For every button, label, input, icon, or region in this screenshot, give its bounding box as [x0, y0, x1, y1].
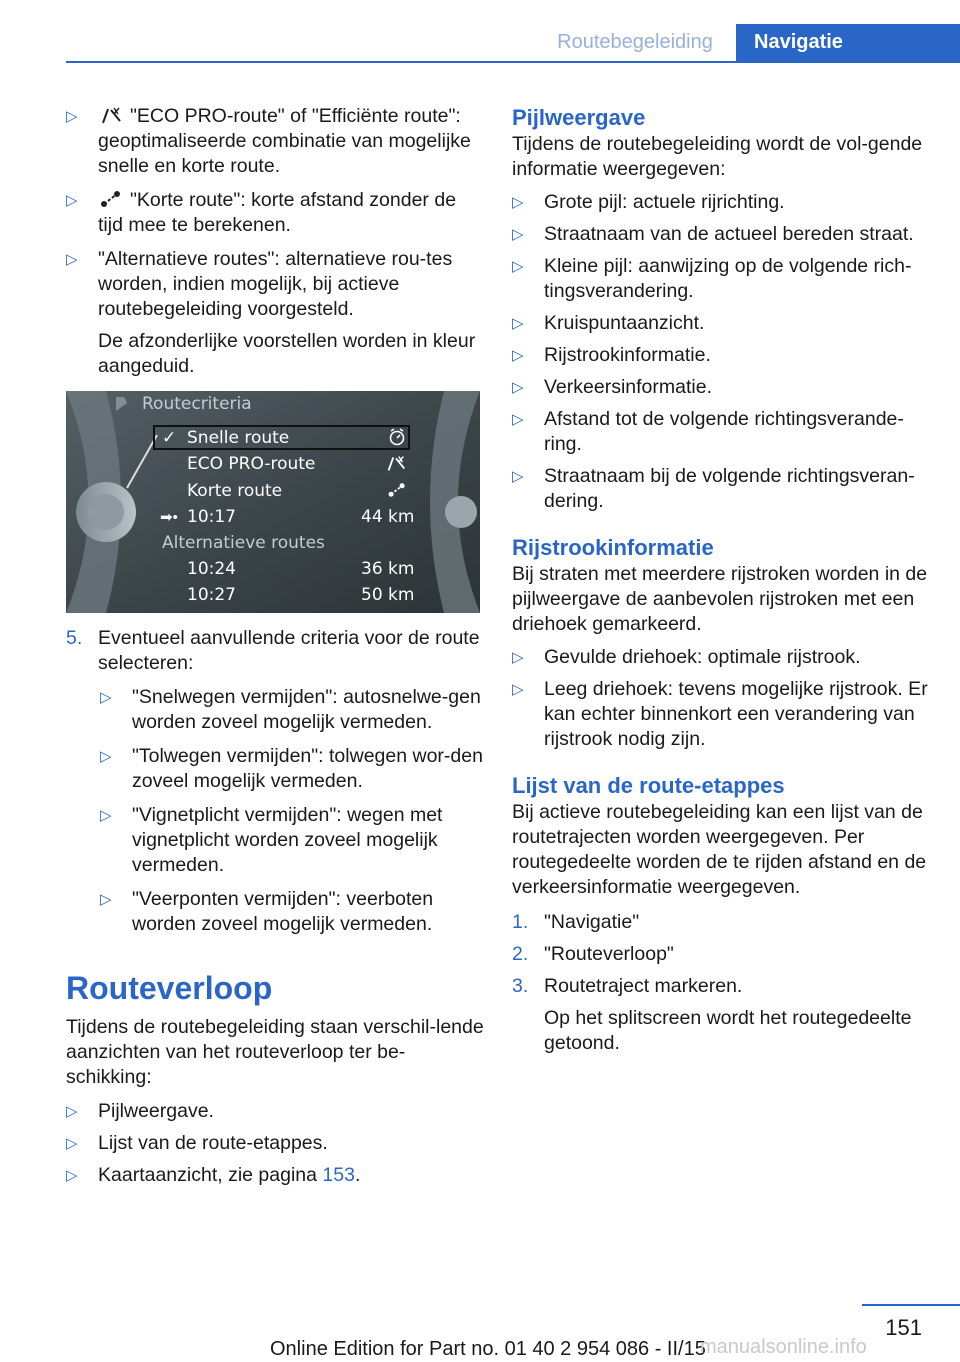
- header-divider: [66, 61, 960, 63]
- bullet-text: De afzonderlijke voorstellen worden in kleur aangeduid.: [98, 330, 476, 377]
- list-item: [512, 677, 937, 752]
- triangle-bullet-icon: ▷: [512, 649, 524, 666]
- list-item: [66, 1099, 486, 1124]
- step-number: 2.: [512, 943, 529, 965]
- short-route-icon: [98, 190, 124, 208]
- step-text: Eventueel aanvullende criteria voor de route selecteren:: [98, 627, 480, 674]
- list-item: [66, 685, 486, 735]
- triangle-bullet-icon: ▷: [512, 681, 524, 698]
- list-item: [512, 311, 937, 336]
- list-item: [512, 222, 937, 247]
- triangle-bullet-icon: ▷: [512, 347, 524, 364]
- route-distance: 44 km: [361, 507, 415, 527]
- bullet-text: "Tolwegen vermijden": tolwegen wor-den zoveel mogelijk vermeden.: [132, 745, 483, 792]
- check-icon: ✓: [162, 428, 177, 448]
- step-text: "Navigatie": [544, 911, 640, 933]
- bullet-text: Straatnaam bij de volgende richtingsveran-dering.: [544, 465, 915, 512]
- triangle-bullet-icon: ▷: [100, 748, 112, 765]
- list-item: [512, 190, 937, 215]
- step-text: Op het splitscreen wordt het routegedeelte getoond.: [544, 1007, 912, 1054]
- footer-divider: [862, 1304, 960, 1306]
- list-item: [512, 407, 937, 457]
- step-text: "Routeverloop": [544, 943, 674, 965]
- paragraph: Bij straten met meerdere rijstroken worden in de pijlweergave de aanbevolen rijstroken met een driehoek gemarkeerd.: [512, 563, 928, 635]
- screen-row-label[interactable]: Korte route: [187, 481, 283, 501]
- route-criteria-screenshot: [66, 391, 480, 613]
- screen-row-label[interactable]: Snelle route: [187, 428, 290, 448]
- bullet-text: Straatnaam van de actueel bereden straat.: [544, 223, 914, 245]
- list-item: [66, 887, 486, 937]
- triangle-bullet-icon: ▷: [100, 891, 112, 908]
- bullet-text: "Alternatieve routes": alternatieve rou-tes worden, indien mogelijk, bij actieve routebegeleiding voorgesteld.: [98, 248, 453, 320]
- list-item: [512, 645, 937, 670]
- bullet-text: Afstand tot de volgende richtingsverande-ring.: [544, 408, 904, 455]
- list-item: [512, 254, 937, 304]
- paragraph: Tijdens de routebegeleiding staan verschil-lende aanzichten van het routeverloop ter be-schikking:: [66, 1016, 484, 1088]
- eco-icon: [384, 454, 408, 477]
- list-item: [512, 464, 937, 514]
- triangle-bullet-icon: ▷: [66, 1103, 78, 1120]
- bullet-text: "Vignetplicht vermijden": wegen met vignetplicht worden zoveel mogelijk vermeden.: [132, 804, 443, 876]
- bullet-text: "ECO PRO-route" of "Efficiënte route": geoptimaliseerde combinatie van mogelijke snelle en korte route.: [98, 105, 471, 177]
- heading-pijlweergave: Pijlweergave: [512, 105, 646, 130]
- triangle-bullet-icon: ▷: [512, 194, 524, 211]
- list-item: [66, 1163, 486, 1188]
- triangle-bullet-icon: ▷: [66, 108, 78, 125]
- bullet-text: "Korte route": korte afstand zonder de tijd mee te berekenen.: [98, 189, 457, 236]
- triangle-bullet-icon: ▷: [100, 807, 112, 824]
- heading-lijst-route-etappes: Lijst van de route-etappes: [512, 773, 785, 798]
- numbered-step: [66, 626, 486, 676]
- left-top-list: [66, 104, 486, 379]
- header-tab-navigatie[interactable]: Navigatie: [736, 24, 960, 63]
- heading-routeverloop: Routeverloop: [66, 970, 273, 1006]
- triangle-bullet-icon: ▷: [512, 411, 524, 428]
- list-item: [512, 343, 937, 368]
- paragraph: Bij actieve routebegeleiding kan een lijst van de routetrajecten worden weergegeven. Per routegedeelte worden de te rijden afstand en de verkeersinformatie weergegeven.: [512, 801, 927, 898]
- header-section: Routebegeleiding: [557, 31, 713, 53]
- screen-row-label[interactable]: ECO PRO-route: [187, 454, 316, 474]
- triangle-bullet-icon: ▷: [66, 1167, 78, 1184]
- bullet-text: Pijlweergave.: [98, 1100, 214, 1122]
- route-time: 10:17: [187, 507, 236, 527]
- alt-route-distance: 50 km: [361, 585, 415, 605]
- bullet-text: Lijst van de route-etappes.: [98, 1132, 328, 1154]
- triangle-bullet-icon: ▷: [512, 379, 524, 396]
- list-item-continuation: [66, 329, 486, 379]
- bullet-text: Kaartaanzicht, zie pagina: [98, 1164, 323, 1186]
- list-item: [66, 188, 486, 238]
- bullet-text: "Snelwegen vermijden": autosnelwe-gen worden zoveel mogelijk vermeden.: [132, 686, 481, 733]
- eco-pro-icon: [98, 106, 124, 124]
- numbered-step: [512, 942, 937, 967]
- alt-route-time[interactable]: 10:24: [187, 559, 236, 579]
- bullet-text: Leeg driehoek: tevens mogelijke rijstrook. Er kan echter binnenkort een verandering van rijstrook nodig zijn.: [544, 678, 928, 750]
- triangle-bullet-icon: ▷: [512, 258, 524, 275]
- short-route-icon: [386, 481, 408, 504]
- bullet-text: "Veerponten vermijden": veerboten worden zoveel mogelijk vermeden.: [132, 888, 434, 935]
- paragraph: Tijdens de routebegeleiding wordt de vol-gende informatie weergegeven:: [512, 133, 923, 180]
- list-item: [66, 1131, 486, 1156]
- triangle-bullet-icon: ▷: [100, 689, 112, 706]
- alt-route-distance: 36 km: [361, 559, 415, 579]
- triangle-bullet-icon: ▷: [66, 251, 78, 268]
- numbered-step: [512, 974, 937, 999]
- numbered-step: [512, 910, 937, 935]
- bullet-text-end: .: [354, 1164, 361, 1186]
- alt-routes-title: Alternatieve routes: [162, 533, 325, 553]
- list-item: [66, 247, 486, 322]
- triangle-bullet-icon: ▷: [66, 1135, 78, 1152]
- page-link[interactable]: 153: [322, 1164, 355, 1186]
- alt-route-time[interactable]: 10:27: [187, 585, 236, 605]
- triangle-bullet-icon: ▷: [66, 192, 78, 209]
- step-number: 3.: [512, 975, 529, 997]
- bullet-text: Kruispuntaanzicht.: [544, 312, 705, 334]
- page-number: 151: [885, 1315, 922, 1340]
- list-item: [66, 803, 486, 878]
- step-continuation: [512, 1006, 937, 1056]
- list-item: [66, 744, 486, 794]
- step-number: 5.: [66, 627, 83, 649]
- step-number: 1.: [512, 911, 529, 933]
- triangle-bullet-icon: ▷: [512, 315, 524, 332]
- step-text: Routetraject markeren.: [544, 975, 743, 997]
- right-column: [512, 104, 937, 1056]
- arrow-icon: ➡•: [160, 509, 178, 526]
- list-item: [66, 104, 486, 179]
- left-lower-content: [66, 626, 486, 1188]
- list-item: [512, 375, 937, 400]
- bullet-text: Kleine pijl: aanwijzing op de volgende rich-tingsverandering.: [544, 255, 912, 302]
- bullet-text: Rijstrookinformatie.: [544, 344, 711, 366]
- bullet-text: Gevulde driehoek: optimale rijstrook.: [544, 646, 861, 668]
- triangle-bullet-icon: ▷: [512, 468, 524, 485]
- triangle-bullet-icon: ▷: [512, 226, 524, 243]
- clock-icon: [388, 428, 406, 451]
- bullet-text: Grote pijl: actuele rijrichting.: [544, 191, 785, 213]
- bullet-text: Verkeersinformatie.: [544, 376, 712, 398]
- screen-title: Routecriteria: [142, 394, 252, 414]
- footer-watermark: manualsonline.info: [700, 1336, 867, 1358]
- footer-edition: Online Edition for Part no. 01 40 2 954 086 - II/15: [270, 1338, 706, 1360]
- heading-rijstrookinformatie: Rijstrookinformatie: [512, 535, 714, 560]
